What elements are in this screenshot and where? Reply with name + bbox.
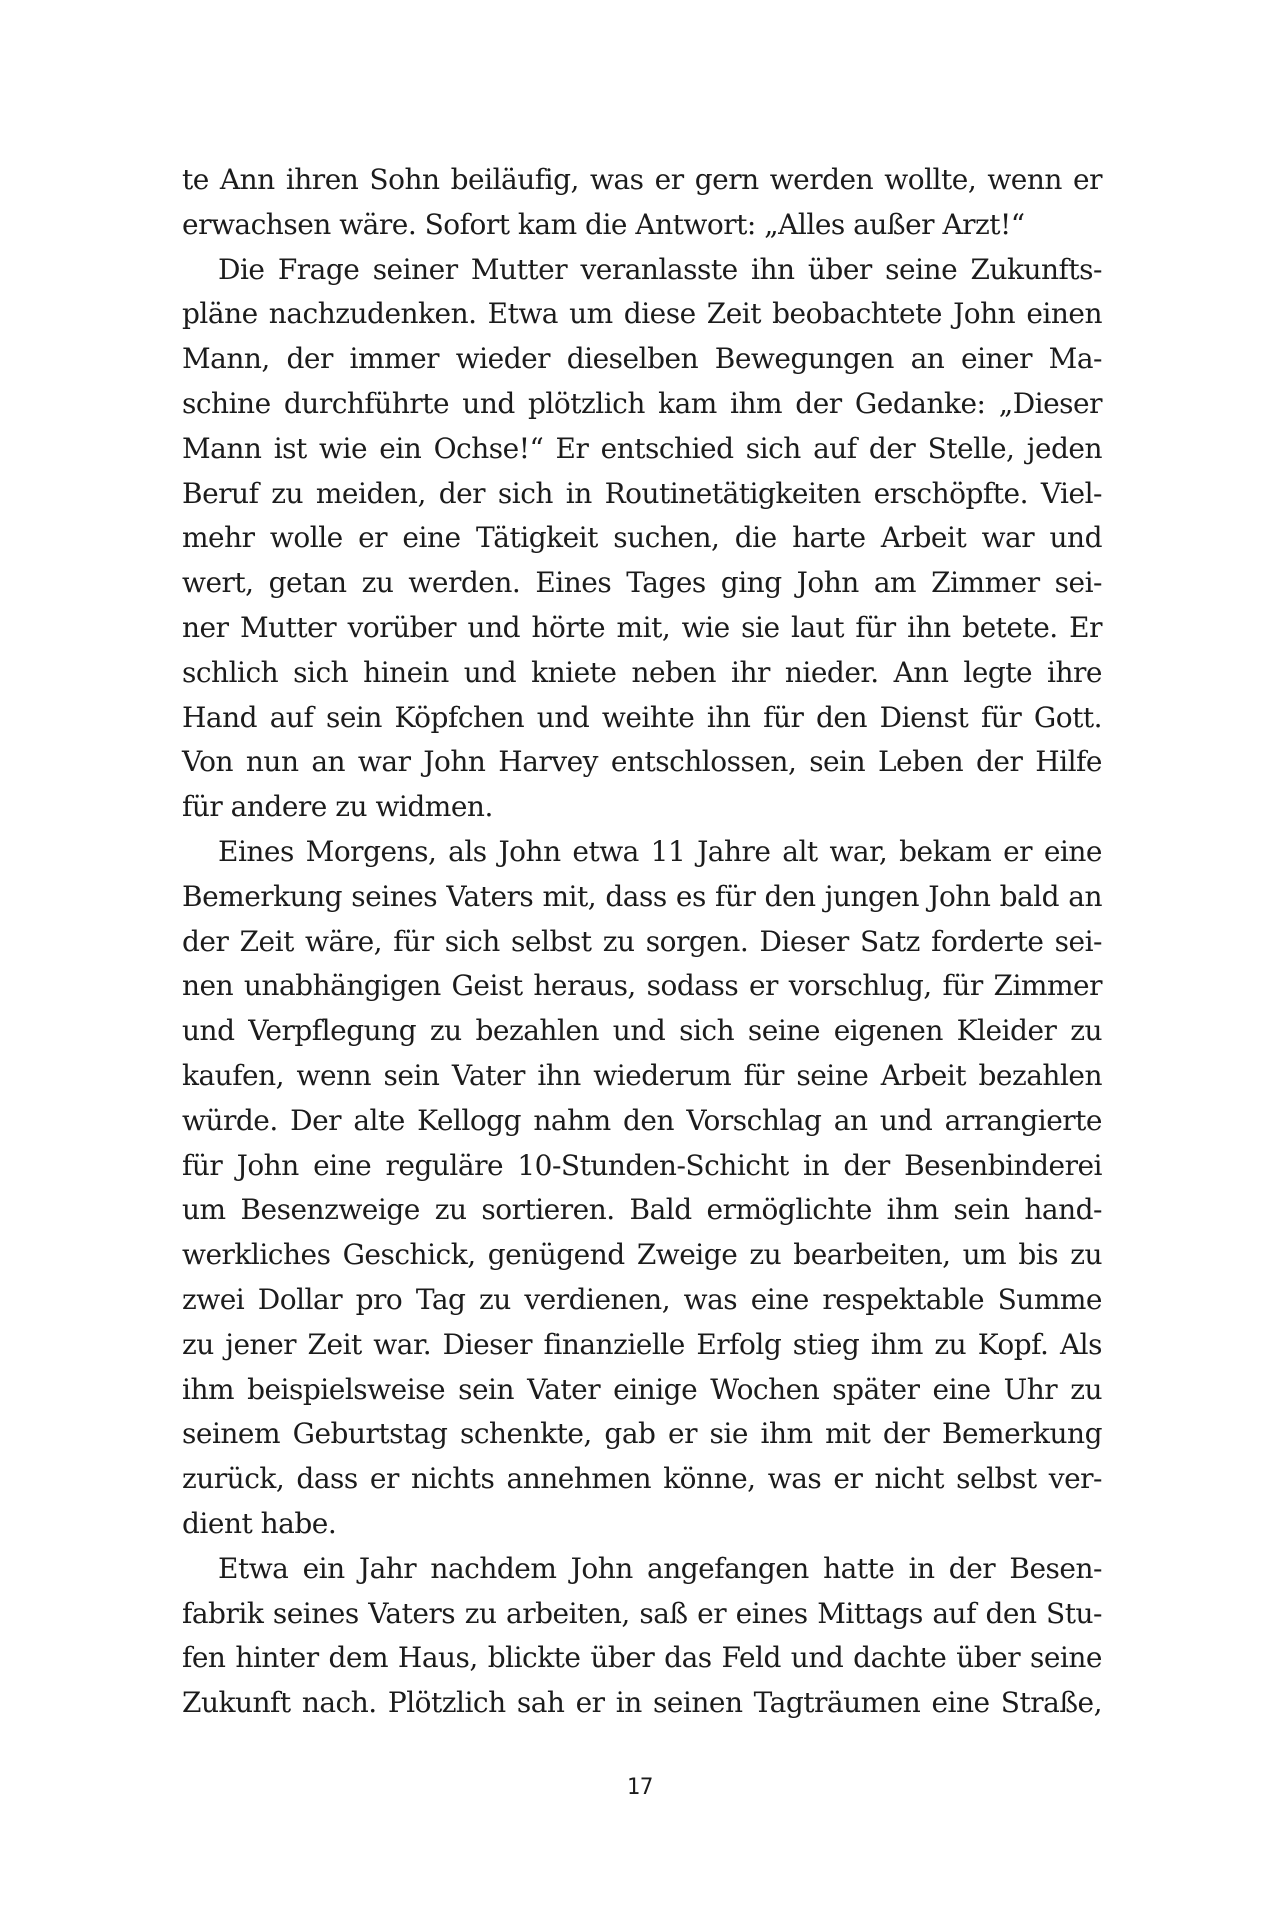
text-line: um Besenzweige zu sortieren. Bald ermöglichte ihm sein hand-: [182, 1193, 1102, 1227]
text-line: Beruf zu meiden, der sich in Routinetätigkeiten erschöpfte. Viel-: [182, 476, 1102, 510]
text-line: Eines Morgens, als John etwa 11 Jahre alt war, bekam er eine: [218, 834, 1102, 868]
paragraph-4: [182, 1547, 1102, 1726]
text-line: Zukunft nach. Plötzlich sah er in seinen Tagträumen eine Straße,: [182, 1686, 1102, 1720]
text-line: ner Mutter vorüber und hörte mit, wie sie laut für ihn betete. Er: [182, 610, 1102, 644]
text-line: erwachsen wäre. Sofort kam die Antwort: „Alles außer Arzt!“: [182, 207, 1025, 241]
text-line: ihm beispielsweise sein Vater einige Wochen später eine Uhr zu: [182, 1372, 1102, 1406]
text-line: für John eine reguläre 10-Stunden-Schicht in der Besenbinderei: [182, 1148, 1102, 1182]
text-line: te Ann ihren Sohn beiläufig, was er gern werden wollte, wenn er: [182, 163, 1102, 196]
text-line: fabrik seines Vaters zu arbeiten, saß er eines Mittags auf den Stu-: [182, 1596, 1102, 1630]
text-line: Von nun an war John Harvey entschlossen, sein Leben der Hilfe: [182, 745, 1102, 779]
text-line: zurück, dass er nichts annehmen könne, was er nicht selbst ver-: [182, 1462, 1102, 1496]
page-number: 17: [626, 1775, 654, 1800]
text-line: zwei Dollar pro Tag zu verdienen, was eine respektable Summe: [182, 1282, 1102, 1316]
text-line: mehr wolle er eine Tätigkeit suchen, die harte Arbeit war und: [182, 521, 1102, 555]
text-line: wert, getan zu werden. Eines Tages ging John am Zimmer sei-: [182, 566, 1102, 600]
paragraph-1: [182, 158, 1102, 248]
text-line: schlich sich hinein und kniete neben ihr nieder. Ann legte ihre: [182, 655, 1102, 689]
paragraph-3: [182, 830, 1102, 1547]
text-line: Mann, der immer wieder dieselben Bewegungen an einer Ma-: [182, 342, 1102, 376]
text-line: fen hinter dem Haus, blickte über das Feld und dachte über seine: [182, 1641, 1102, 1675]
text-line: kaufen, wenn sein Vater ihn wiederum für seine Arbeit bezahlen: [182, 1058, 1102, 1092]
text-line: würde. Der alte Kellogg nahm den Vorschlag an und arrangierte: [182, 1103, 1102, 1137]
text-line: Etwa ein Jahr nachdem John angefangen hatte in der Besen-: [218, 1551, 1102, 1585]
text-line: werkliches Geschick, genügend Zweige zu bearbeiten, um bis zu: [182, 1238, 1102, 1272]
text-line: Hand auf sein Köpfchen und weihte ihn für den Dienst für Gott.: [182, 700, 1102, 734]
text-line: pläne nachzudenken. Etwa um diese Zeit beobachtete John einen: [182, 297, 1102, 331]
text-line: der Zeit wäre, für sich selbst zu sorgen. Dieser Satz forderte sei-: [182, 924, 1102, 958]
text-line: seinem Geburtstag schenkte, gab er sie ihm mit der Bemerkung: [182, 1417, 1102, 1451]
text-line: für andere zu widmen.: [182, 790, 493, 824]
text-line: Bemerkung seines Vaters mit, dass es für den jungen John bald an: [182, 879, 1102, 913]
text-line: dient habe.: [182, 1506, 337, 1540]
text-line: Die Frage seiner Mutter veranlasste ihn über seine Zukunfts-: [218, 252, 1102, 286]
text-line: und Verpflegung zu bezahlen und sich seine eigenen Kleider zu: [182, 1014, 1102, 1048]
paragraph-2: [182, 248, 1102, 830]
text-line: Mann ist wie ein Ochse!“ Er entschied sich auf der Stelle, jeden: [182, 431, 1102, 465]
text-line: nen unabhängigen Geist heraus, sodass er vorschlug, für Zimmer: [182, 969, 1102, 1003]
body-text: [182, 158, 1102, 1726]
text-line: schine durchführte und plötzlich kam ihm der Gedanke: „Dieser: [182, 386, 1102, 420]
text-line: zu jener Zeit war. Dieser finanzielle Erfolg stieg ihm zu Kopf. Als: [182, 1327, 1102, 1361]
